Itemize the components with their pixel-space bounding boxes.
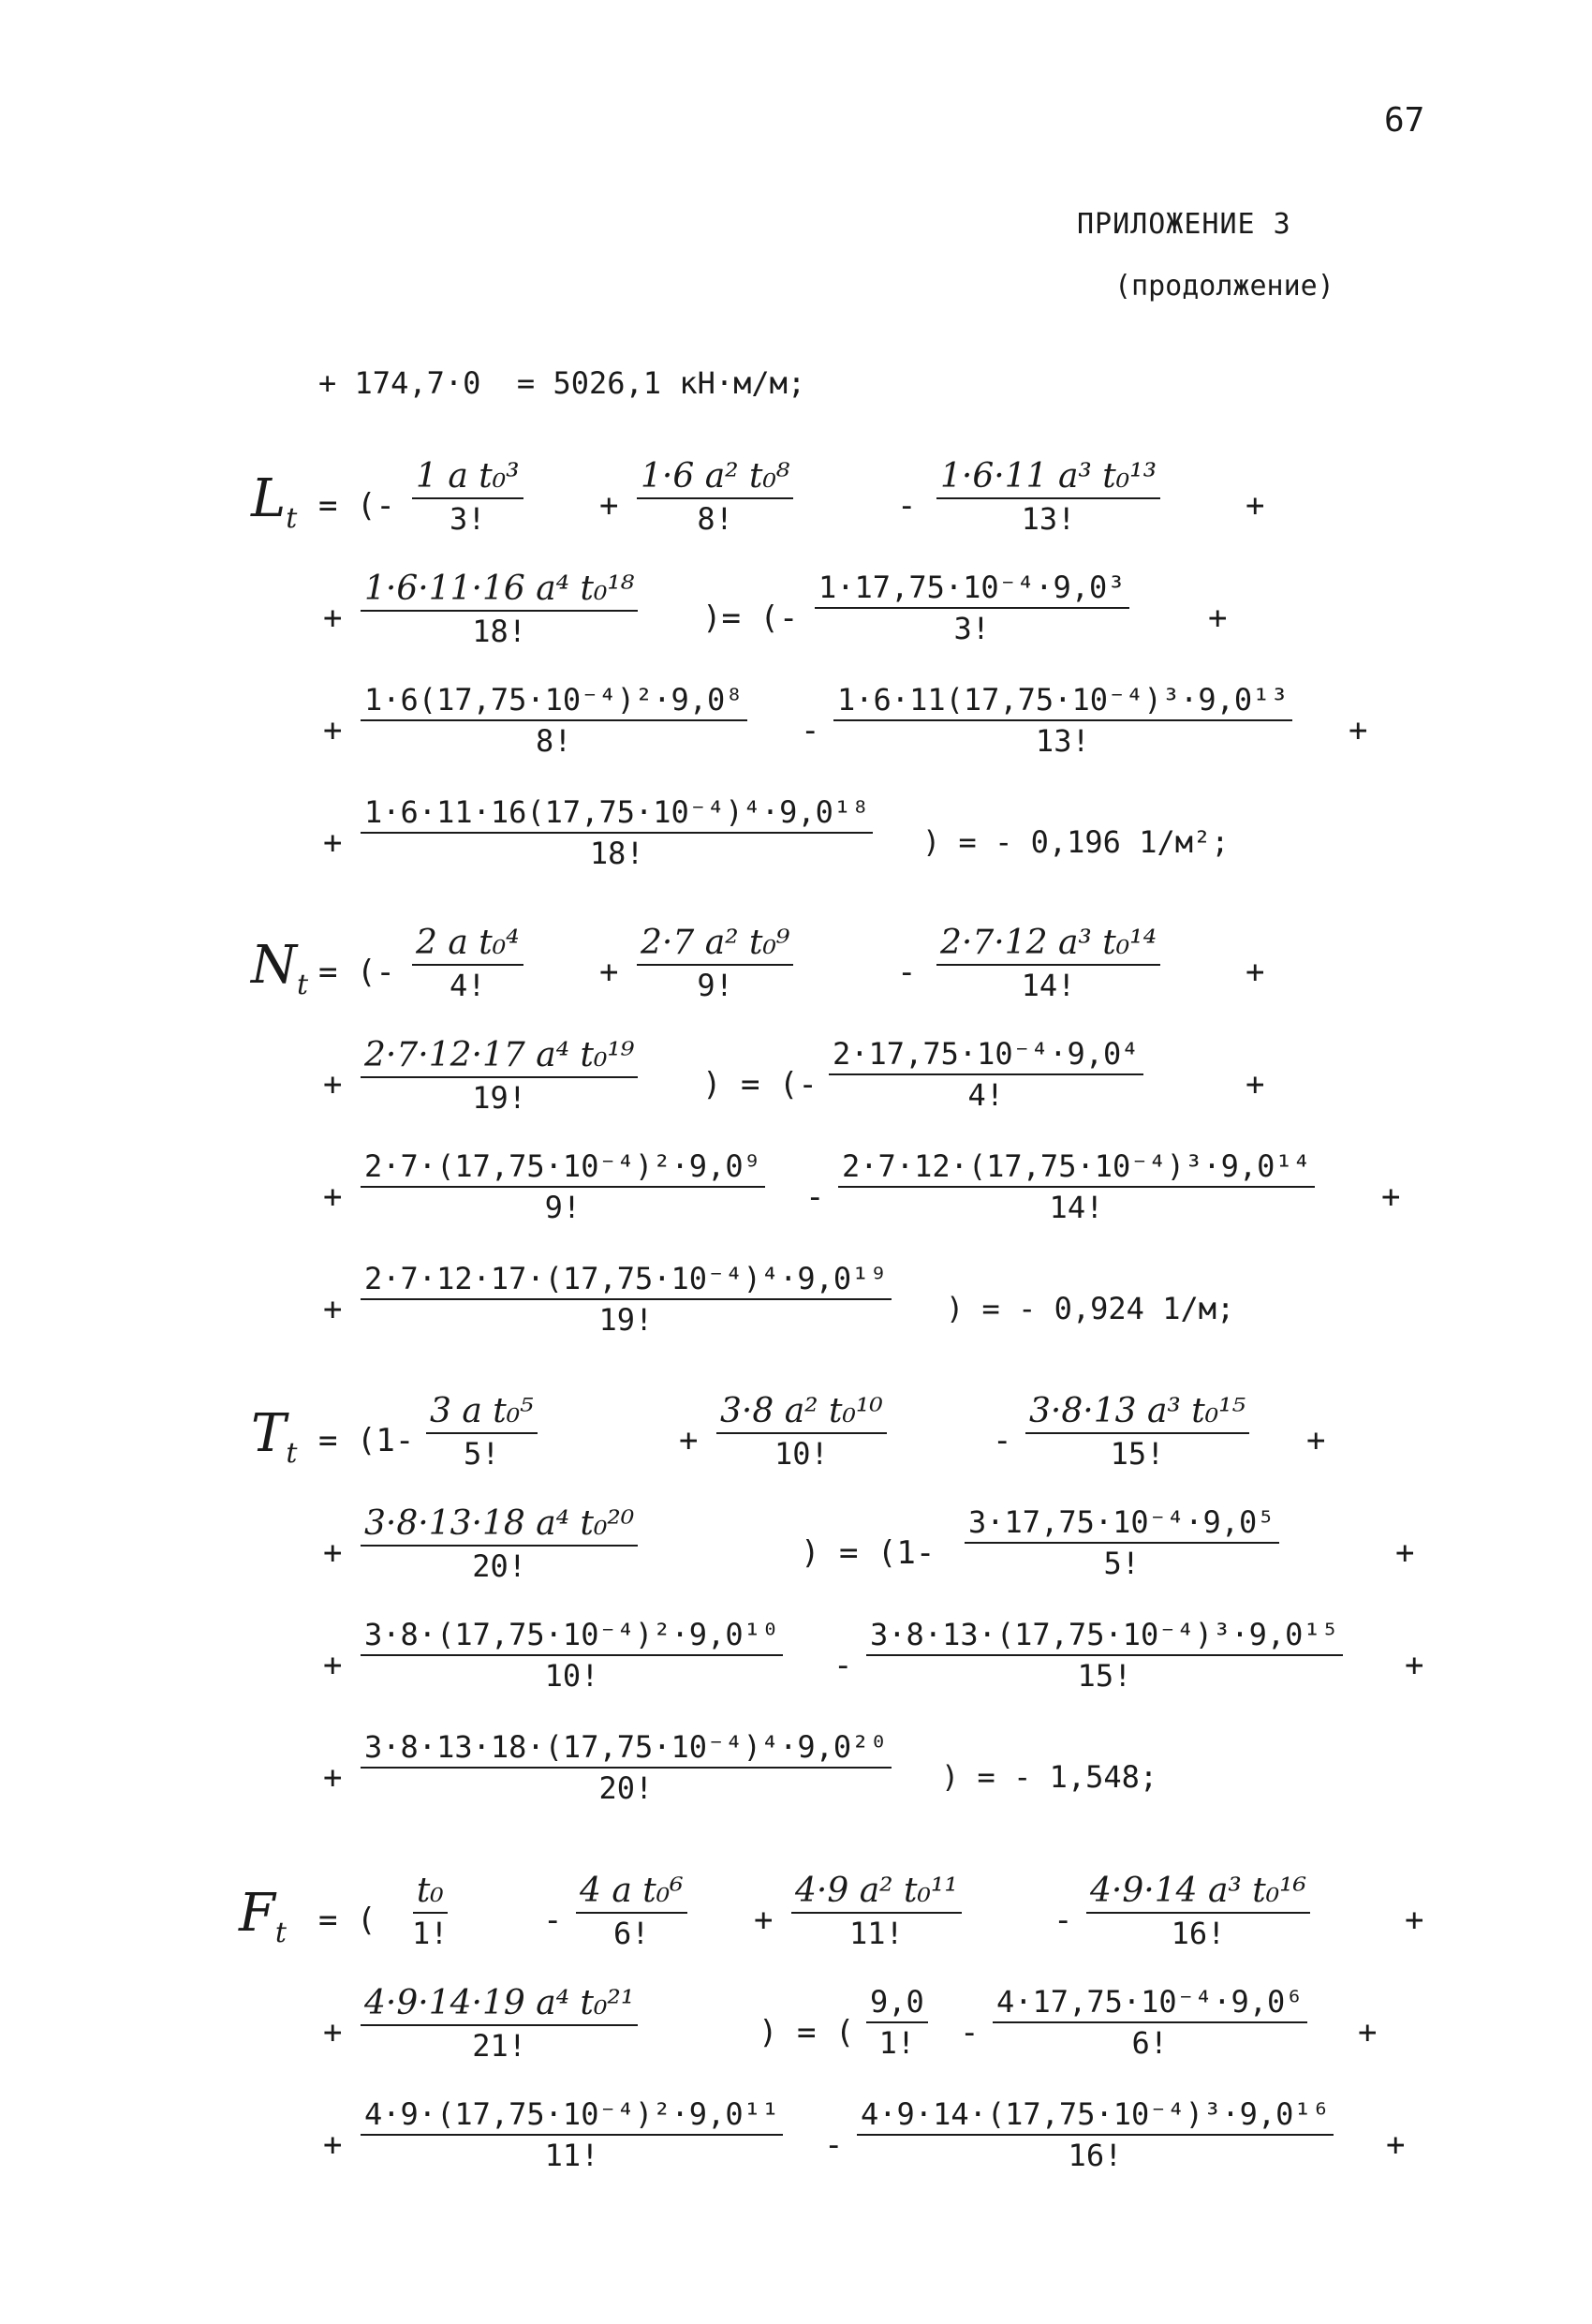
- open-paren: )= (-: [702, 600, 799, 637]
- plus-sign: +: [1246, 954, 1265, 991]
- plus-sign: +: [1306, 1422, 1326, 1459]
- fraction: $\frac{\text{3 a t₀⁵}}{5!}$: [426, 1392, 538, 1472]
- fraction: $\frac{\text{4·9·14 a³ t₀¹⁶}}{16!}$: [1086, 1872, 1310, 1951]
- fraction: $\frac{\text{2·7·12 a³ t₀¹⁴}}{14!}$: [936, 924, 1160, 1003]
- open-paren: = (1-: [318, 1422, 415, 1459]
- fraction: $\frac{\text{2·7·(17,75·10⁻⁴)²·9,0⁹}}{9!}$: [361, 1148, 765, 1225]
- fraction: $\frac{\text{2·7·12·17·(17,75·10⁻⁴)⁴·9,0¹⁹}}{19!}$: [361, 1261, 892, 1338]
- fraction: $\frac{\text{4 a t₀⁶}}{6!}$: [576, 1872, 687, 1951]
- appendix-continuation: (продолжение): [1114, 270, 1334, 303]
- open-paren: = (: [318, 1902, 376, 1939]
- minus-sign: -: [1054, 1902, 1073, 1939]
- fraction: $\frac{\text{t₀}}{1!}$: [412, 1872, 449, 1951]
- plus-sign: +: [323, 1178, 343, 1216]
- fraction: $\frac{\text{1·17,75·10⁻⁴·9,0³}}{3!}$: [815, 570, 1129, 646]
- plus-sign: +: [323, 1759, 343, 1797]
- plus-sign: +: [1395, 1534, 1415, 1572]
- open-paren: ) = (-: [702, 1066, 818, 1103]
- open-paren: = (-: [318, 954, 395, 991]
- plus-sign: +: [679, 1422, 699, 1459]
- result-L: ) = - 0,196 1/м²;: [922, 824, 1230, 860]
- fraction: $\frac{\text{4·9·(17,75·10⁻⁴)²·9,0¹¹}}{11!}$: [361, 2096, 783, 2173]
- plus-sign: +: [599, 487, 619, 525]
- plus-sign: +: [1381, 1178, 1401, 1216]
- fraction: $\frac{\text{4·9 a² t₀¹¹}}{11!}$: [791, 1872, 962, 1951]
- minus-sign: -: [824, 2126, 844, 2164]
- plus-sign: +: [323, 2126, 343, 2164]
- open-paren: ) = (: [759, 2014, 855, 2051]
- fraction: $\frac{\text{4·17,75·10⁻⁴·9,0⁶}}{6!}$: [993, 1984, 1307, 2061]
- plus-sign: +: [1405, 1902, 1424, 1939]
- plus-sign: +: [323, 1647, 343, 1684]
- fraction: $\frac{\text{2·17,75·10⁻⁴·9,0⁴}}{4!}$: [829, 1036, 1143, 1113]
- symbol-T: $T_t$: [251, 1403, 298, 1471]
- top-line: + 174,7·0 = 5026,1 кН·м/м;: [318, 365, 806, 401]
- fraction: $\frac{\text{3·17,75·10⁻⁴·9,0⁵}}{5!}$: [965, 1504, 1279, 1581]
- minus-sign: -: [833, 1647, 853, 1684]
- plus-sign: +: [323, 824, 343, 862]
- symbol-F: $F_t$: [239, 1883, 287, 1950]
- page-number: 67: [1384, 101, 1425, 140]
- fraction: $\frac{\text{3·8 a² t₀¹⁰}}{10!}$: [716, 1392, 887, 1472]
- plus-sign: +: [323, 600, 343, 637]
- symbol-N: $N_t$: [251, 935, 309, 1002]
- fraction: $\frac{\text{1·6(17,75·10⁻⁴)²·9,0⁸}}{8!}$: [361, 682, 747, 759]
- fraction: $\frac{9,0}{1!}$: [866, 1984, 928, 2061]
- minus-sign: -: [897, 487, 917, 525]
- fraction: $\frac{\text{3·8·13·18 a⁴ t₀²⁰}}{20!}$: [361, 1504, 638, 1584]
- plus-sign: +: [323, 2014, 343, 2051]
- plus-sign: +: [1208, 600, 1228, 637]
- result-T: ) = - 1,548;: [941, 1759, 1158, 1795]
- minus-sign: -: [960, 2014, 980, 2051]
- plus-sign: +: [1246, 487, 1265, 525]
- symbol-L: $L_t$: [251, 468, 298, 536]
- fraction: $\frac{\text{2·7·12·(17,75·10⁻⁴)³·9,0¹⁴}}{14!}$: [838, 1148, 1315, 1225]
- plus-sign: +: [1405, 1647, 1424, 1684]
- minus-sign: -: [543, 1902, 563, 1939]
- fraction: $\frac{\text{1·6·11·16(17,75·10⁻⁴)⁴·9,0¹⁸}}{18!}$: [361, 794, 873, 871]
- plus-sign: +: [1386, 2126, 1406, 2164]
- plus-sign: +: [323, 1291, 343, 1328]
- fraction: $\frac{\text{3·8·13·(17,75·10⁻⁴)³·9,0¹⁵}}{15!}$: [866, 1617, 1343, 1694]
- plus-sign: +: [1349, 712, 1368, 749]
- fraction: $\frac{\text{1·6·11·16 a⁴ t₀¹⁸}}{18!}$: [361, 570, 638, 649]
- minus-sign: -: [897, 954, 917, 991]
- fraction: $\frac{\text{1·6 a² t₀⁸}}{8!}$: [637, 457, 793, 537]
- fraction: $\frac{\text{2·7·12·17 a⁴ t₀¹⁹}}{19!}$: [361, 1036, 638, 1116]
- appendix-title: ПРИЛОЖЕНИЕ 3: [1077, 208, 1291, 241]
- plus-sign: +: [323, 712, 343, 749]
- open-paren: = (-: [318, 487, 395, 525]
- fraction: $\frac{\text{3·8·(17,75·10⁻⁴)²·9,0¹⁰}}{10!}$: [361, 1617, 783, 1694]
- plus-sign: +: [1358, 2014, 1378, 2051]
- fraction: $\frac{\text{3·8·13 a³ t₀¹⁵}}{15!}$: [1025, 1392, 1249, 1472]
- minus-sign: -: [805, 1178, 825, 1216]
- plus-sign: +: [323, 1534, 343, 1572]
- fraction: $\frac{\text{2·7 a² t₀⁹}}{9!}$: [637, 924, 793, 1003]
- fraction: $\frac{\text{3·8·13·18·(17,75·10⁻⁴)⁴·9,0²⁰}}{20!}$: [361, 1729, 892, 1806]
- fraction: $\frac{\text{1·6·11(17,75·10⁻⁴)³·9,0¹³}}{13!}$: [833, 682, 1292, 759]
- minus-sign: -: [801, 712, 820, 749]
- fraction: $\frac{\text{2 a t₀⁴}}{4!}$: [412, 924, 523, 1003]
- fraction: $\frac{\text{4·9·14·19 a⁴ t₀²¹}}{21!}$: [361, 1984, 638, 2064]
- open-paren: ) = (1-: [801, 1534, 936, 1572]
- fraction: $\frac{\text{1 a t₀³}}{3!}$: [412, 457, 523, 537]
- minus-sign: -: [993, 1422, 1012, 1459]
- fraction: $\frac{\text{4·9·14·(17,75·10⁻⁴)³·9,0¹⁶}}{16!}$: [857, 2096, 1334, 2173]
- fraction: $\frac{\text{1·6·11 a³ t₀¹³}}{13!}$: [936, 457, 1160, 537]
- result-N: ) = - 0,924 1/м;: [946, 1291, 1235, 1326]
- plus-sign: +: [1246, 1066, 1265, 1103]
- plus-sign: +: [323, 1066, 343, 1103]
- plus-sign: +: [599, 954, 619, 991]
- plus-sign: +: [754, 1902, 774, 1939]
